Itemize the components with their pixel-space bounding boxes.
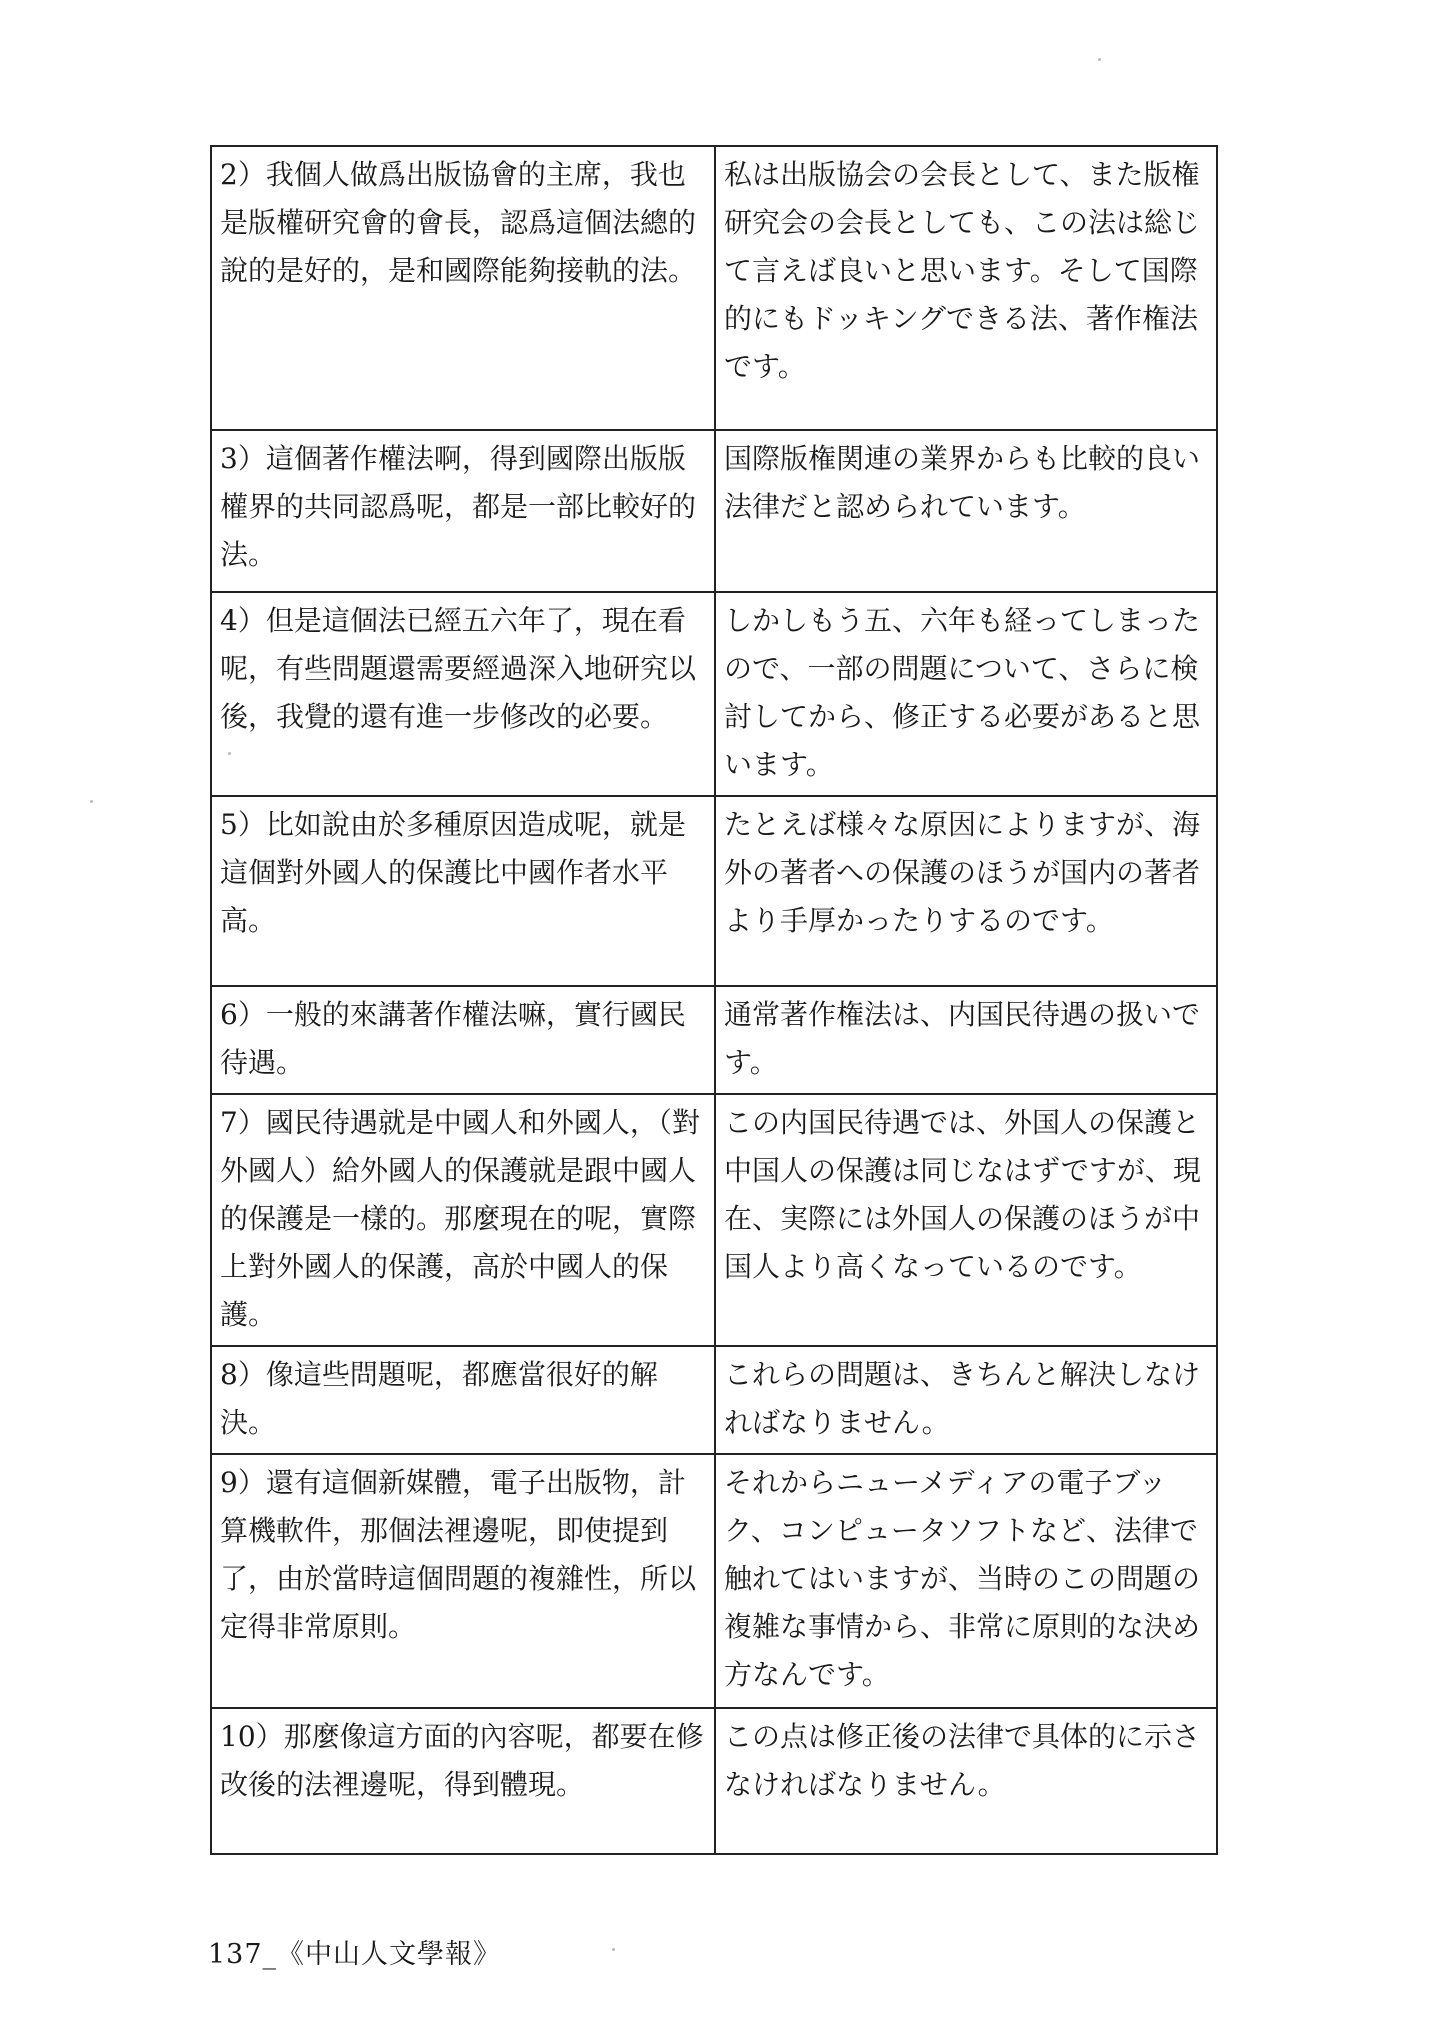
- chinese-cell: 2）我個人做爲出版協會的主席，我也是版權研究會的會長，認爲這個法總的說的是好的，是和國際能夠接軌的法。: [211, 146, 715, 430]
- chinese-cell: 7）國民待遇就是中國人和外國人，（對外國人）給外國人的保護就是跟中國人的保護是一樣的。那麼現在的呢，實際上對外國人的保護，高於中國人的保護。: [211, 1094, 715, 1346]
- table-row: [211, 1346, 1217, 1454]
- japanese-cell: 私は出版協会の会長として、また版権研究会の会長としても、この法は総じて言えば良いと思います。そして国際的にもドッキングできる法、著作権法です。: [715, 146, 1217, 430]
- table-row: [211, 1094, 1217, 1346]
- table-row: [211, 592, 1217, 796]
- table-row: [211, 1708, 1217, 1854]
- chinese-cell: 10）那麼像這方面的內容呢，都要在修改後的法裡邊呢，得到體現。: [211, 1708, 715, 1854]
- japanese-cell: この点は修正後の法律で具体的に示さなければなりません。: [715, 1708, 1217, 1854]
- table-row: [211, 146, 1217, 430]
- japanese-cell: それからニューメディアの電子ブック、コンピュータソフトなど、法律で触れてはいますが、当時のこの問題の複雑な事情から、非常に原則的な決め方なんです。: [715, 1454, 1217, 1708]
- japanese-cell: この内国民待遇では、外国人の保護と中国人の保護は同じなはずですが、現在、実際には外国人の保護のほうが中国人より高くなっているのです。: [715, 1094, 1217, 1346]
- scan-speck: [90, 800, 93, 803]
- translation-table: [210, 145, 1218, 1855]
- chinese-cell: 6）一般的來講著作權法嘛，實行國民待遇。: [211, 986, 715, 1094]
- table-row: [211, 986, 1217, 1094]
- japanese-cell: しかしもう五、六年も経ってしまったので、一部の問題について、さらに検討してから、修正する必要があると思います。: [715, 592, 1217, 796]
- japanese-cell: たとえば様々な原因によりますが、海外の著者への保護のほうが国内の著者より手厚かったりするのです。: [715, 796, 1217, 986]
- table-row: [211, 430, 1217, 592]
- chinese-cell: 3）這個著作權法啊，得到國際出版版權界的共同認爲呢，都是一部比較好的法。: [211, 430, 715, 592]
- table-row: [211, 796, 1217, 986]
- chinese-cell: 9）還有這個新媒體，電子出版物，計算機軟件，那個法裡邊呢，即使提到了，由於當時這個問題的複雜性，所以定得非常原則。: [211, 1454, 715, 1708]
- scan-speck: [612, 1948, 615, 1951]
- chinese-cell: 8）像這些問題呢，都應當很好的解決。: [211, 1346, 715, 1454]
- table-row: [211, 1454, 1217, 1708]
- japanese-cell: 通常著作権法は、内国民待遇の扱いです。: [715, 986, 1217, 1094]
- scan-speck: [1098, 58, 1101, 61]
- chinese-cell: 4）但是這個法已經五六年了，現在看呢，有些問題還需要經過深入地研究以後，我覺的還有進一步修改的必要。: [211, 592, 715, 796]
- page-footer: 137_《中山人文學報》: [208, 1939, 502, 1970]
- japanese-cell: 国際版権関連の業界からも比較的良い法律だと認められています。: [715, 430, 1217, 592]
- chinese-cell: 5）比如說由於多種原因造成呢，就是這個對外國人的保護比中國作者水平高。: [211, 796, 715, 986]
- japanese-cell: これらの問題は、きちんと解決しなければなりません。: [715, 1346, 1217, 1454]
